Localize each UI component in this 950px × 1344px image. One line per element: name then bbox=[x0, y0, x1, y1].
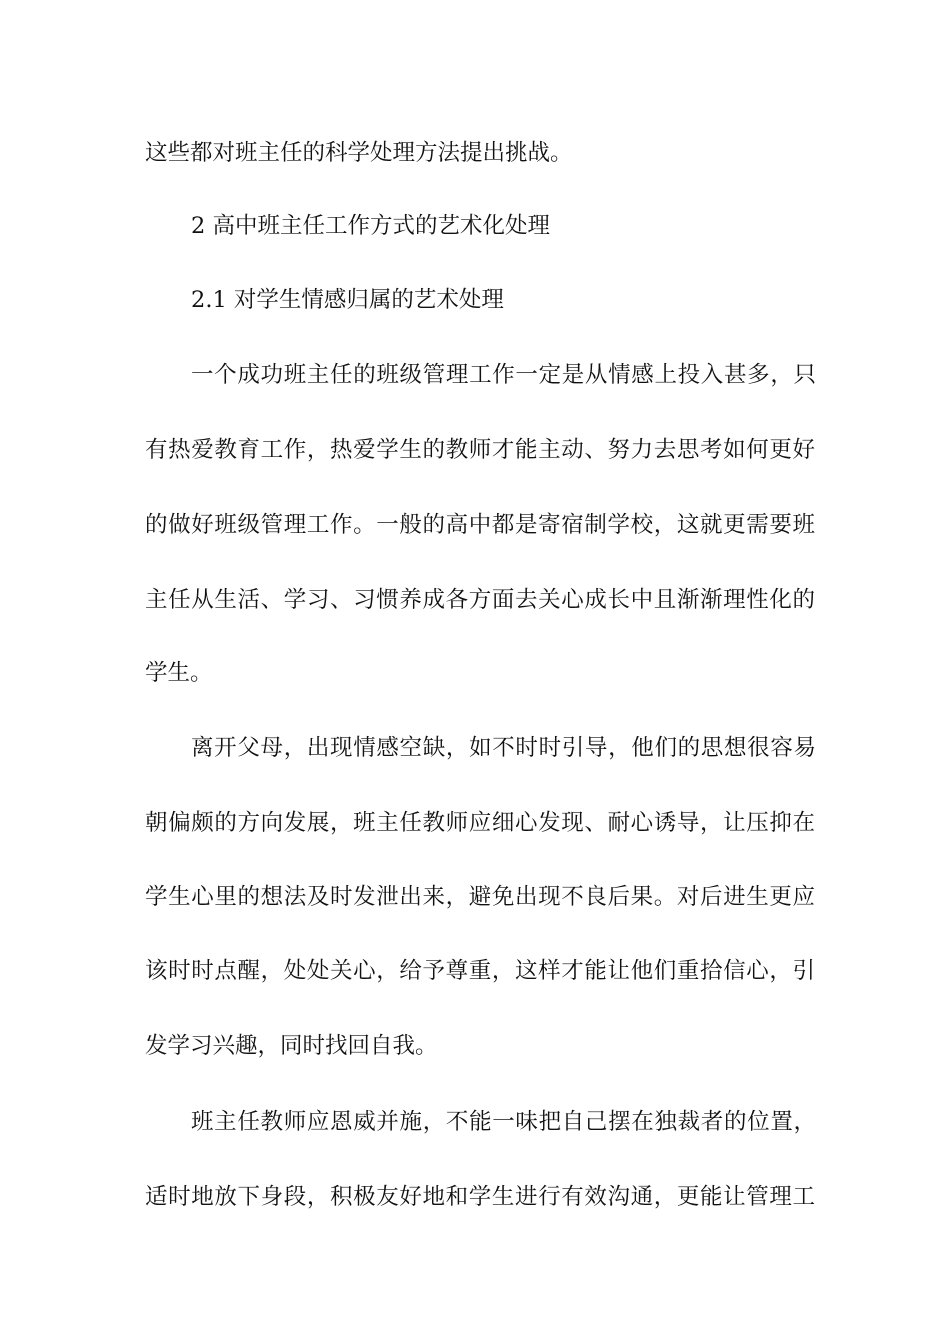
section-heading: 2 高中班主任工作方式的艺术化处理 bbox=[191, 213, 550, 239]
text-line: 一个成功班主任的班级管理工作一定是从情感上投入甚多，只 bbox=[191, 362, 816, 388]
text-line: 这些都对班主任的科学处理方法提出挑战。 bbox=[145, 140, 573, 166]
text-line: 的做好班级管理工作。一般的高中都是寄宿制学校，这就更需要班 bbox=[145, 512, 815, 538]
text-line: 该时时点醒，处处关心，给予尊重，这样才能让他们重拾信心，引 bbox=[145, 958, 815, 984]
text-line: 发学习兴趣，同时找回自我。 bbox=[145, 1033, 438, 1059]
text-line: 主任从生活、学习、习惯养成各方面去关心成长中且渐渐理性化的 bbox=[145, 587, 815, 613]
text-line: 适时地放下身段，积极友好地和学生进行有效沟通，更能让管理工 bbox=[145, 1184, 815, 1210]
subsection-heading: 2.1 对学生情感归属的艺术处理 bbox=[191, 287, 504, 313]
text-line: 朝偏颇的方向发展，班主任教师应细心发现、耐心诱导，让压抑在 bbox=[145, 810, 815, 836]
text-line: 学生。 bbox=[145, 660, 213, 686]
text-line: 离开父母，出现情感空缺，如不时时引导，他们的思想很容易 bbox=[191, 735, 816, 761]
text-line: 学生心里的想法及时发泄出来，避免出现不良后果。对后进生更应 bbox=[145, 884, 815, 910]
text-line: 有热爱教育工作，热爱学生的教师才能主动、努力去思考如何更好 bbox=[145, 437, 815, 463]
text-line: 班主任教师应恩威并施，不能一味把自己摆在独裁者的位置， bbox=[191, 1109, 816, 1135]
